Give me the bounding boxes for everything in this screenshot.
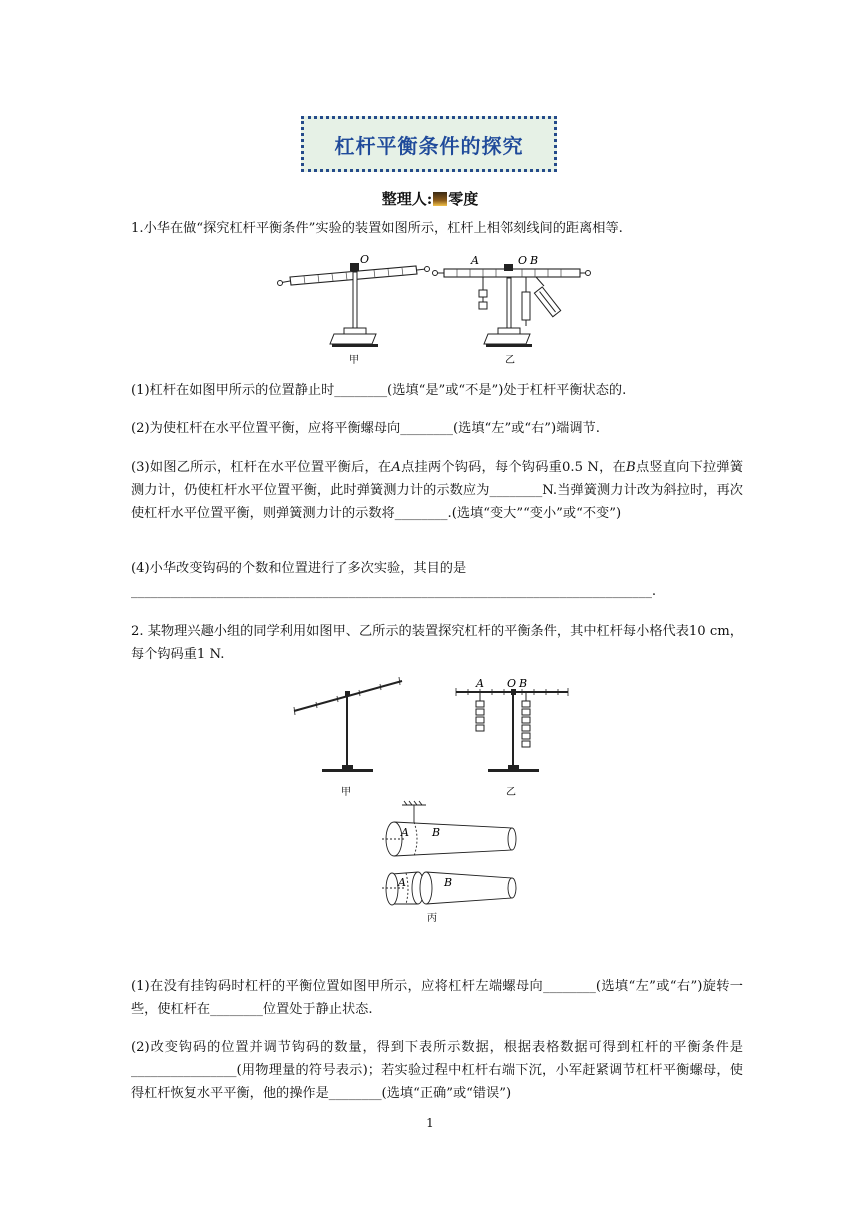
point-A-label: A: [391, 460, 401, 475]
q1-fig-label-A: A: [471, 254, 479, 267]
q1-figure-jia: [278, 253, 430, 366]
point-B-label: B: [626, 460, 636, 475]
q2-fig-label-B: B: [519, 677, 528, 690]
q1-part4-blank: _______________________________________________________________________________.: [131, 584, 657, 599]
q2-figure-bing: [374, 800, 524, 926]
q1-fig-label-O2: O: [518, 254, 528, 267]
author-name: 零度: [448, 190, 479, 208]
q2-bing-label-B1: B: [432, 826, 441, 839]
q2-bing-label-A2: A: [398, 876, 406, 889]
q1-part3-a: (3)如图乙所示，杠杆在水平位置平衡后，在: [131, 460, 392, 475]
q1-fig-label-jia: 甲: [349, 355, 359, 366]
q2-fig-label-O: O: [507, 677, 517, 690]
q2-figure-yi: [456, 677, 568, 798]
q1-fig-label-O: O: [360, 253, 370, 266]
q2-fig-label-bing: 丙: [427, 913, 437, 924]
q2-figure-jia-yi: [286, 673, 578, 801]
q2-stem: 2. 某物理兴趣小组的同学利用如图甲、乙所示的装置探究杠杆的平衡条件，其中杠杆每小格代表10 cm，每个钩码重1 N.: [131, 624, 743, 662]
q1-part2: (2)为使杠杆在水平位置平衡，应将平衡螺母向________(选填“左”或“右”)端调节.: [131, 421, 600, 436]
q2-fig-label-A: A: [476, 677, 484, 690]
q1-figure: [274, 250, 604, 372]
page-number: 1: [426, 1116, 434, 1130]
q1-fig-label-yi: 乙: [505, 355, 515, 366]
q1-part3-c: 点竖直向下拉弹簧测力计，仍使杠杆水平位置平衡，此时弹簧测力计的示数应为________N.当弹簧测力计改为斜拉时，再次使杠杆水平位置平衡，则弹簧测力计的示数将________.(选填“变大”“变小”或“不变”): [131, 460, 744, 521]
q1-part1: (1)杠杆在如图甲所示的位置静止时________(选填“是”或“不是”)处于杠杆平衡状态的.: [131, 383, 627, 398]
page-title: 杠杆平衡条件的探究: [334, 133, 524, 158]
q2-figure-jia: [294, 677, 402, 798]
q1-part3: [131, 456, 743, 525]
q2-part2: (2)改变钩码的位置并调节钩码的数量，得到下表所示数据，根据表格数据可得到杠杆的平衡条件是________________(用物理量的符号表示)；若实验过程中杠杆右端下沉，小军赶紧调节杠杆平衡螺母，使得杠杆恢复水平平衡，他的操作是________(选填“正确”或“错误”): [131, 1040, 743, 1101]
avatar-icon: [433, 192, 447, 206]
q1-fig-label-B: B: [530, 254, 539, 267]
q1-part3-b: 点挂两个钩码，每个钩码重0.5 N，在: [400, 460, 627, 475]
author-prefix: 整理人:: [381, 190, 433, 208]
q1-part4: (4)小华改变钩码的个数和位置进行了多次实验，其目的是: [131, 561, 467, 576]
author-line: [0, 188, 860, 209]
q2-fig-label-yi: 乙: [506, 787, 516, 798]
title-box: [301, 116, 557, 172]
q2-part1: (1)在没有挂钩码时杠杆的平衡位置如图甲所示，应将杠杆左端螺母向________(选填“左”或“右”)旋转一些，使杠杆在________位置处于静止状态.: [131, 979, 743, 1017]
q2-bing-label-B2: B: [444, 876, 453, 889]
q1-stem: 1.小华在做“探究杠杆平衡条件”实验的装置如图所示，杠杆上相邻刻线间的距离相等.: [131, 221, 623, 236]
q2-bing-label-A1: A: [401, 826, 409, 839]
q1-figure-yi: [433, 254, 591, 366]
q2-fig-label-jia: 甲: [341, 787, 351, 798]
